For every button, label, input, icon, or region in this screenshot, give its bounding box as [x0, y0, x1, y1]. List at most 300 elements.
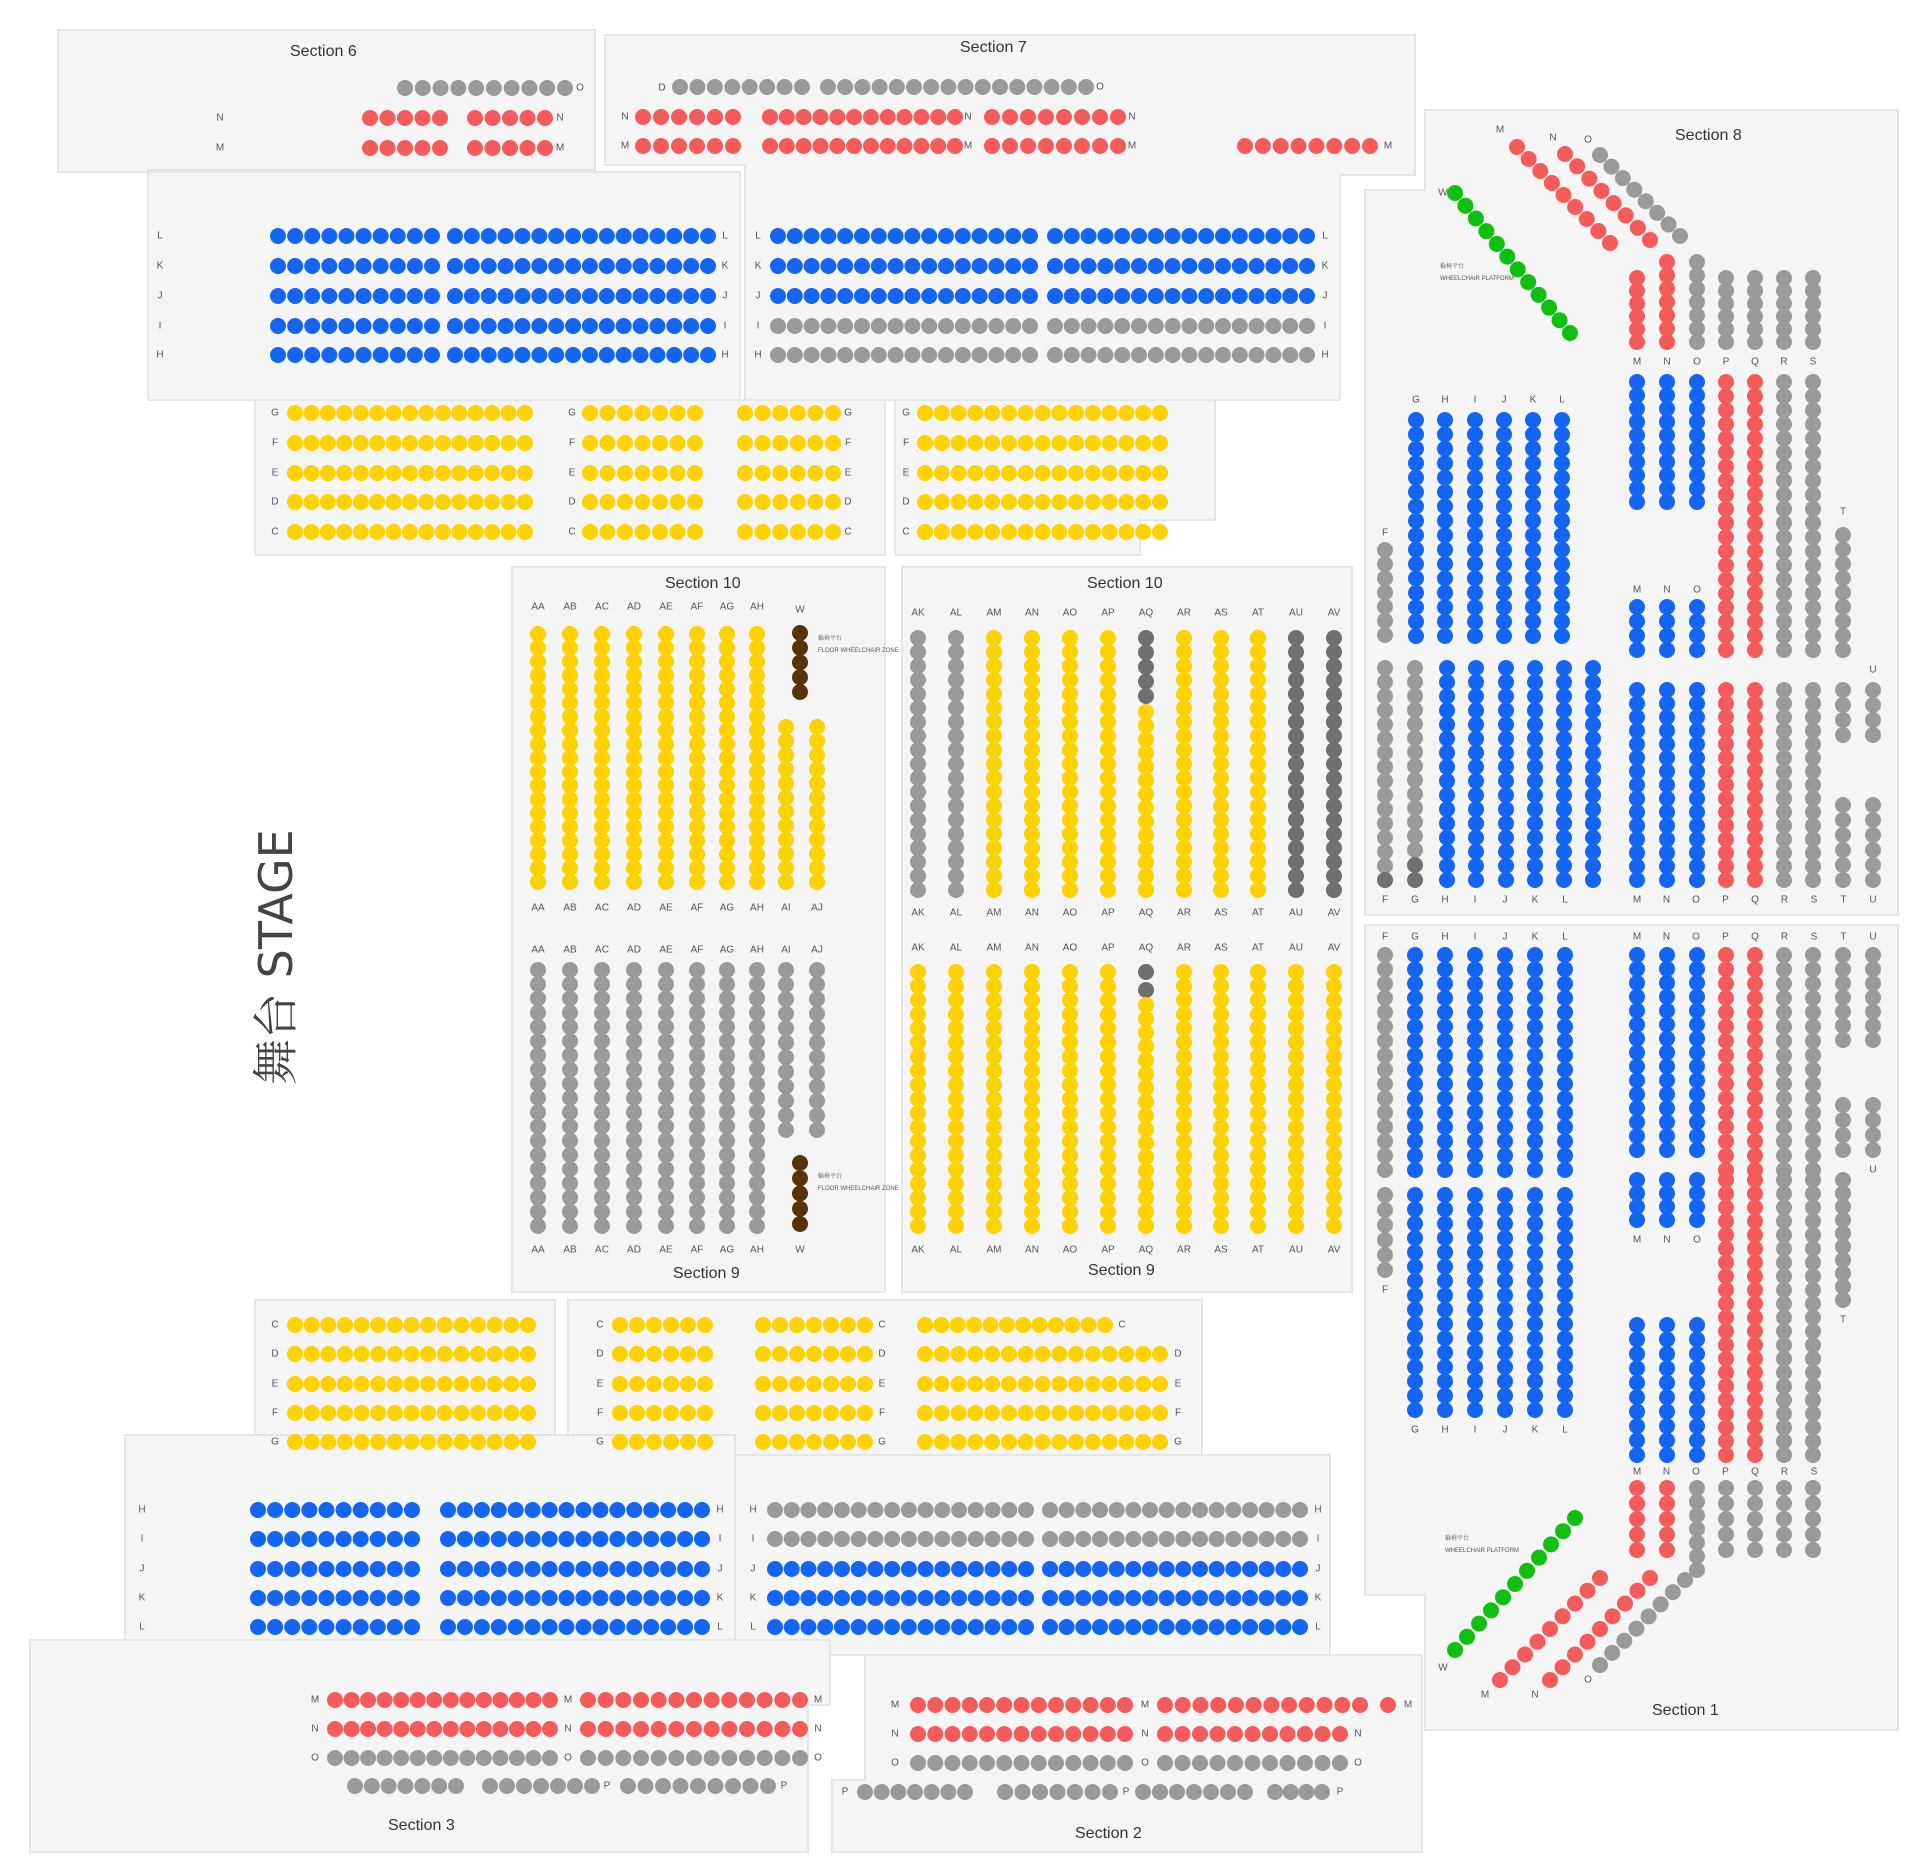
seat[interactable] [582, 405, 598, 421]
seat[interactable] [1498, 858, 1514, 874]
seat[interactable] [857, 1434, 873, 1450]
seat[interactable] [725, 109, 741, 125]
seat[interactable] [1020, 138, 1036, 154]
seat[interactable] [562, 860, 578, 876]
seat[interactable] [1556, 674, 1572, 690]
seat[interactable] [1024, 1049, 1040, 1065]
seat[interactable] [708, 1778, 724, 1794]
seat[interactable] [689, 1161, 705, 1177]
seat[interactable] [719, 1118, 735, 1134]
seat[interactable] [1326, 742, 1342, 758]
seat[interactable] [951, 1561, 967, 1577]
seat[interactable] [1437, 542, 1453, 558]
seat[interactable] [1659, 494, 1675, 510]
seat[interactable] [1062, 826, 1078, 842]
seat[interactable] [1225, 1590, 1241, 1606]
seat[interactable] [1125, 1619, 1141, 1635]
seat[interactable] [1805, 1227, 1821, 1243]
seat[interactable] [934, 524, 950, 540]
seat[interactable] [1213, 770, 1229, 786]
seat[interactable] [1718, 1480, 1734, 1496]
seat[interactable] [984, 1434, 1000, 1450]
seat[interactable] [1556, 717, 1572, 733]
seat[interactable] [1776, 543, 1792, 559]
seat[interactable] [792, 655, 808, 671]
seat[interactable] [501, 465, 517, 481]
seat[interactable] [725, 1778, 741, 1794]
seat[interactable] [948, 1049, 964, 1065]
seat[interactable] [823, 1405, 839, 1421]
seat[interactable] [1275, 1502, 1291, 1518]
seat[interactable] [1498, 815, 1514, 831]
seat[interactable] [1556, 787, 1572, 803]
seat[interactable] [719, 805, 735, 821]
seat[interactable] [1437, 585, 1453, 601]
seat[interactable] [1192, 1697, 1208, 1713]
seat[interactable] [1408, 484, 1424, 500]
seat[interactable] [1001, 494, 1017, 510]
seat[interactable] [1776, 1296, 1792, 1312]
seat[interactable] [1198, 318, 1214, 334]
seat[interactable] [1659, 1114, 1675, 1130]
seat[interactable] [1557, 1133, 1573, 1149]
seat[interactable] [689, 778, 705, 794]
seat[interactable] [474, 1502, 490, 1518]
seat[interactable] [1192, 1502, 1208, 1518]
seat[interactable] [1125, 1590, 1141, 1606]
seat[interactable] [700, 318, 716, 334]
seat[interactable] [1024, 1020, 1040, 1036]
seat[interactable] [923, 79, 939, 95]
seat[interactable] [373, 228, 389, 244]
seat[interactable] [986, 812, 1002, 828]
seat[interactable] [1689, 1507, 1705, 1523]
seat[interactable] [1689, 1447, 1705, 1463]
seat[interactable] [1805, 374, 1821, 390]
seat[interactable] [792, 1186, 808, 1202]
seat[interactable] [1626, 182, 1642, 198]
seat[interactable] [1585, 815, 1601, 831]
seat[interactable] [1024, 1063, 1040, 1079]
seat[interactable] [1718, 1406, 1734, 1422]
seat[interactable] [1439, 660, 1455, 676]
seat[interactable] [390, 288, 406, 304]
seat[interactable] [1805, 515, 1821, 531]
seat[interactable] [437, 1376, 453, 1392]
seat[interactable] [1439, 674, 1455, 690]
seat[interactable] [1035, 494, 1051, 510]
seat[interactable] [910, 714, 926, 730]
seat[interactable] [901, 1502, 917, 1518]
seat[interactable] [986, 644, 1002, 660]
seat[interactable] [1288, 964, 1304, 980]
seat[interactable] [1689, 1360, 1705, 1376]
seat[interactable] [755, 1376, 771, 1392]
seat[interactable] [1250, 1020, 1266, 1036]
seat[interactable] [1527, 1201, 1543, 1217]
seat[interactable] [369, 524, 385, 540]
seat[interactable] [1590, 223, 1606, 239]
seat[interactable] [1659, 1086, 1675, 1102]
seat[interactable] [320, 494, 336, 510]
seat[interactable] [404, 1531, 420, 1547]
seat[interactable] [652, 465, 668, 481]
seat[interactable] [1085, 405, 1101, 421]
seat[interactable] [1467, 1047, 1483, 1063]
seat[interactable] [649, 228, 665, 244]
seat[interactable] [1437, 441, 1453, 457]
seat[interactable] [1210, 1726, 1226, 1742]
seat[interactable] [1776, 976, 1792, 992]
seat[interactable] [508, 1619, 524, 1635]
seat[interactable] [626, 1033, 642, 1049]
seat[interactable] [1059, 1561, 1075, 1577]
seat[interactable] [1835, 585, 1851, 601]
seat[interactable] [1138, 745, 1154, 761]
seat[interactable] [1018, 1376, 1034, 1392]
seat[interactable] [1407, 1373, 1423, 1389]
seat[interactable] [1527, 1133, 1543, 1149]
seat[interactable] [320, 1405, 336, 1421]
seat[interactable] [1407, 1033, 1423, 1049]
seat[interactable] [749, 819, 765, 835]
seat[interactable] [778, 874, 794, 890]
seat[interactable] [562, 805, 578, 821]
seat[interactable] [1776, 1480, 1792, 1496]
seat[interactable] [1437, 570, 1453, 586]
seat[interactable] [1001, 1376, 1017, 1392]
seat[interactable] [1835, 697, 1851, 713]
seat[interactable] [749, 1175, 765, 1191]
seat[interactable] [1138, 1011, 1154, 1027]
seat[interactable] [626, 640, 642, 656]
seat[interactable] [1159, 1531, 1175, 1547]
seat[interactable] [1031, 1697, 1047, 1713]
seat[interactable] [1497, 976, 1513, 992]
seat[interactable] [1118, 465, 1134, 481]
seat[interactable] [749, 709, 765, 725]
seat[interactable] [629, 1405, 645, 1421]
seat[interactable] [910, 728, 926, 744]
seat[interactable] [1805, 1172, 1821, 1188]
seat[interactable] [945, 1755, 961, 1771]
seat[interactable] [1439, 830, 1455, 846]
seat[interactable] [680, 1346, 696, 1362]
seat[interactable] [1437, 1330, 1453, 1346]
seat[interactable] [1288, 854, 1304, 870]
seat[interactable] [1138, 1149, 1154, 1165]
seat[interactable] [1213, 1006, 1229, 1022]
seat[interactable] [354, 1376, 370, 1392]
seat[interactable] [377, 1721, 393, 1737]
seat[interactable] [1245, 1726, 1261, 1742]
seat[interactable] [979, 1726, 995, 1742]
seat[interactable] [1165, 318, 1181, 334]
seat[interactable] [464, 228, 480, 244]
seat[interactable] [370, 1434, 386, 1450]
seat[interactable] [562, 1175, 578, 1191]
seat[interactable] [1225, 1619, 1241, 1635]
seat[interactable] [1250, 1063, 1266, 1079]
seat[interactable] [1689, 1045, 1705, 1061]
seat[interactable] [1117, 1697, 1133, 1713]
seat[interactable] [1527, 1119, 1543, 1135]
seat[interactable] [1498, 745, 1514, 761]
seat[interactable] [600, 435, 616, 451]
seat[interactable] [474, 1619, 490, 1635]
seat[interactable] [1192, 1590, 1208, 1606]
seat[interactable] [1377, 947, 1393, 963]
seat[interactable] [646, 1317, 662, 1333]
seat[interactable] [686, 1750, 702, 1766]
seat[interactable] [658, 1218, 674, 1234]
seat[interactable] [1068, 1434, 1084, 1450]
seat[interactable] [749, 1019, 765, 1035]
seat[interactable] [1064, 318, 1080, 334]
seat[interactable] [612, 1434, 628, 1450]
seat[interactable] [1377, 1047, 1393, 1063]
seat[interactable] [938, 347, 954, 363]
seat[interactable] [1062, 728, 1078, 744]
seat[interactable] [888, 347, 904, 363]
seat[interactable] [1525, 455, 1541, 471]
seat[interactable] [809, 1064, 825, 1080]
seat[interactable] [759, 79, 775, 95]
seat[interactable] [871, 228, 887, 244]
seat[interactable] [1585, 702, 1601, 718]
seat[interactable] [1689, 1433, 1705, 1449]
seat[interactable] [1213, 1190, 1229, 1206]
seat[interactable] [447, 288, 463, 304]
seat[interactable] [1068, 465, 1084, 481]
seat[interactable] [910, 826, 926, 842]
seat[interactable] [770, 347, 786, 363]
seat[interactable] [951, 1590, 967, 1606]
seat[interactable] [344, 1750, 360, 1766]
seat[interactable] [910, 1035, 926, 1051]
seat[interactable] [1718, 1033, 1734, 1049]
seat[interactable] [658, 1175, 674, 1191]
seat[interactable] [689, 750, 705, 766]
seat[interactable] [1110, 138, 1126, 154]
seat[interactable] [1585, 745, 1601, 761]
seat[interactable] [1100, 826, 1116, 842]
seat[interactable] [767, 1590, 783, 1606]
seat[interactable] [550, 1778, 566, 1794]
seat[interactable] [1138, 772, 1154, 788]
seat[interactable] [1377, 688, 1393, 704]
seat[interactable] [913, 138, 929, 154]
seat[interactable] [1005, 318, 1021, 334]
seat[interactable] [1042, 1531, 1058, 1547]
seat[interactable] [1437, 1201, 1453, 1217]
seat[interactable] [1075, 1561, 1091, 1577]
seat[interactable] [594, 990, 610, 1006]
seat[interactable] [834, 1531, 850, 1547]
seat[interactable] [967, 405, 983, 421]
seat[interactable] [318, 1619, 334, 1635]
seat[interactable] [1288, 658, 1304, 674]
seat[interactable] [1262, 1755, 1278, 1771]
seat[interactable] [770, 258, 786, 274]
seat[interactable] [1747, 1268, 1763, 1284]
seat[interactable] [530, 764, 546, 780]
seat[interactable] [1083, 1755, 1099, 1771]
seat[interactable] [1288, 714, 1304, 730]
seat[interactable] [778, 846, 794, 862]
seat[interactable] [481, 228, 497, 244]
seat[interactable] [443, 1692, 459, 1708]
seat[interactable] [433, 80, 449, 96]
seat[interactable] [1326, 798, 1342, 814]
seat[interactable] [453, 1434, 469, 1450]
seat[interactable] [1776, 529, 1792, 545]
seat[interactable] [1467, 628, 1483, 644]
seat[interactable] [626, 722, 642, 738]
seat[interactable] [719, 990, 735, 1006]
seat[interactable] [1024, 742, 1040, 758]
seat[interactable] [1001, 1619, 1017, 1635]
seat[interactable] [1074, 109, 1090, 125]
seat[interactable] [1747, 374, 1763, 390]
seat[interactable] [719, 1133, 735, 1149]
seat[interactable] [520, 1405, 536, 1421]
seat[interactable] [1024, 1006, 1040, 1022]
seat[interactable] [1776, 557, 1792, 573]
seat[interactable] [1629, 1031, 1645, 1047]
seat[interactable] [1064, 288, 1080, 304]
seat[interactable] [1159, 1590, 1175, 1606]
seat[interactable] [1498, 674, 1514, 690]
seat[interactable] [1629, 1480, 1645, 1496]
seat[interactable] [770, 228, 786, 244]
seat[interactable] [1250, 1091, 1266, 1107]
seat[interactable] [1114, 318, 1130, 334]
seat[interactable] [1496, 585, 1512, 601]
seat[interactable] [1213, 658, 1229, 674]
seat[interactable] [1407, 1345, 1423, 1361]
seat[interactable] [774, 1750, 790, 1766]
seat[interactable] [380, 140, 396, 156]
seat[interactable] [649, 318, 665, 334]
seat[interactable] [1497, 961, 1513, 977]
seat[interactable] [287, 1317, 303, 1333]
seat[interactable] [652, 435, 668, 451]
seat[interactable] [498, 228, 514, 244]
seat[interactable] [1557, 961, 1573, 977]
seat[interactable] [1407, 1230, 1423, 1246]
seat[interactable] [1805, 1296, 1821, 1312]
seat[interactable] [1496, 498, 1512, 514]
seat[interactable] [592, 1502, 608, 1518]
seat[interactable] [1496, 556, 1512, 572]
seat[interactable] [1075, 1502, 1091, 1518]
seat[interactable] [1585, 844, 1601, 860]
seat[interactable] [387, 1376, 403, 1392]
seat[interactable] [1467, 1330, 1483, 1346]
seat[interactable] [1250, 992, 1266, 1008]
seat[interactable] [1497, 1201, 1513, 1217]
seat[interactable] [1805, 1406, 1821, 1422]
seat[interactable] [825, 465, 841, 481]
seat[interactable] [857, 1784, 873, 1800]
seat[interactable] [1408, 455, 1424, 471]
seat[interactable] [1062, 1176, 1078, 1192]
seat[interactable] [1228, 1697, 1244, 1713]
seat[interactable] [1747, 1076, 1763, 1092]
seat[interactable] [380, 110, 396, 126]
seat[interactable] [658, 962, 674, 978]
seat[interactable] [1457, 198, 1473, 214]
seat[interactable] [689, 109, 705, 125]
seat[interactable] [1102, 1376, 1118, 1392]
seat[interactable] [809, 962, 825, 978]
seat[interactable] [1467, 527, 1483, 543]
seat[interactable] [1097, 288, 1113, 304]
seat[interactable] [1689, 642, 1705, 658]
seat[interactable] [1468, 858, 1484, 874]
seat[interactable] [1689, 975, 1705, 991]
seat[interactable] [1288, 1020, 1304, 1036]
seat[interactable] [1557, 1187, 1573, 1203]
seat[interactable] [1527, 1216, 1543, 1232]
seat[interactable] [1018, 1405, 1034, 1421]
seat[interactable] [1498, 731, 1514, 747]
seat[interactable] [1176, 672, 1192, 688]
seat[interactable] [369, 465, 385, 481]
seat[interactable] [1642, 1570, 1658, 1586]
seat[interactable] [1408, 585, 1424, 601]
seat[interactable] [1531, 287, 1547, 303]
seat[interactable] [687, 405, 703, 421]
seat[interactable] [1498, 801, 1514, 817]
seat[interactable] [1776, 1310, 1792, 1326]
seat[interactable] [1299, 288, 1315, 304]
seat[interactable] [1097, 1317, 1113, 1333]
seat[interactable] [897, 109, 913, 125]
seat[interactable] [737, 435, 753, 451]
seat[interactable] [1747, 990, 1763, 1006]
seat[interactable] [1467, 470, 1483, 486]
seat[interactable] [304, 347, 320, 363]
seat[interactable] [910, 1190, 926, 1206]
seat[interactable] [1249, 347, 1265, 363]
seat[interactable] [1081, 1317, 1097, 1333]
seat[interactable] [1246, 1697, 1262, 1713]
seat[interactable] [951, 524, 967, 540]
seat[interactable] [1527, 773, 1543, 789]
seat[interactable] [687, 435, 703, 451]
seat[interactable] [1557, 1201, 1573, 1217]
seat[interactable] [1142, 1619, 1158, 1635]
seat[interactable] [1437, 1133, 1453, 1149]
seat[interactable] [393, 1721, 409, 1737]
seat[interactable] [1002, 138, 1018, 154]
seat[interactable] [884, 1590, 900, 1606]
seat[interactable] [1262, 1726, 1278, 1742]
seat[interactable] [633, 228, 649, 244]
seat[interactable] [851, 1619, 867, 1635]
seat[interactable] [1805, 1200, 1821, 1216]
seat[interactable] [1439, 717, 1455, 733]
seat[interactable] [863, 138, 879, 154]
seat[interactable] [1805, 1119, 1821, 1135]
seat[interactable] [1213, 700, 1229, 716]
seat[interactable] [1048, 1755, 1064, 1771]
seat[interactable] [658, 874, 674, 890]
seat[interactable] [617, 524, 633, 540]
seat[interactable] [707, 138, 723, 154]
